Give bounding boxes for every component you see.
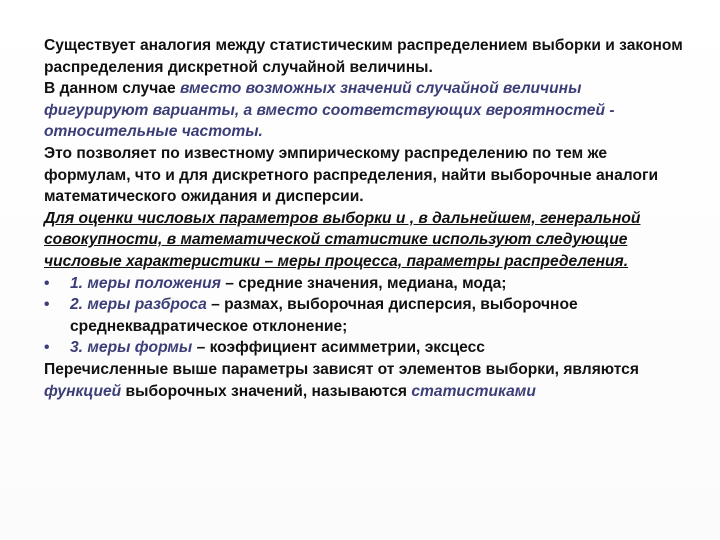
paragraph-statistics xyxy=(44,359,684,402)
paragraph-empirical: Это позволяет по известному эмпирическому распределению по тем же формулам, что и для дискретного распределения, найти выборочные аналоги математического ожидания и дисперсии. xyxy=(44,144,659,206)
paragraph-statistics-a: Перечисленные выше параметры зависят от элементов выборки, являются xyxy=(44,360,639,378)
bullet-shape xyxy=(44,337,684,359)
paragraph-analogy: Существует аналогия между статистическим распределением выборки и законом распределения дискретной случайной величины. xyxy=(44,37,683,76)
bullet-number: 1. xyxy=(70,274,84,292)
paragraph-numeric-parameters: Для оценки числовых параметров выборки и , в дальнейшем, генеральной совокупности, в математической статистике используют следующие числовые характеристики – меры процесса, параметры распределения. xyxy=(44,209,641,270)
paragraph-variants xyxy=(44,78,684,143)
term-statistics: статистиками xyxy=(411,382,536,400)
bullet-position xyxy=(44,273,684,295)
bullet-marker: • xyxy=(44,339,50,357)
paragraph-variants-emphasis: вместо возможных значений случайной величины фигурируют варианты, а вместо соответствующих вероятностей - относительные частоты. xyxy=(44,80,615,141)
bullet-term: меры формы xyxy=(87,339,193,357)
term-function: функцией xyxy=(44,382,122,400)
bullet-number: 2. xyxy=(70,296,84,314)
slide-text-block xyxy=(44,35,684,402)
bullet-description: – размах, выборочная дисперсия, выборочное среднеквадратическое отклонение; xyxy=(70,296,578,335)
paragraph-variants-lead: В данном случае xyxy=(44,80,180,98)
bullet-term: меры разброса xyxy=(87,296,207,314)
bullet-description: – коэффициент асимметрии, эксцесс xyxy=(192,339,485,357)
paragraph-statistics-b: выборочных значений, называются xyxy=(121,382,412,400)
bullet-marker: • xyxy=(44,296,50,314)
bullet-description: – средние значения, медиана, мода; xyxy=(220,274,507,292)
bullet-marker: • xyxy=(44,274,50,292)
bullet-term: меры положения xyxy=(87,274,221,292)
bullet-spread xyxy=(44,294,684,337)
bullet-number: 3. xyxy=(70,339,84,357)
